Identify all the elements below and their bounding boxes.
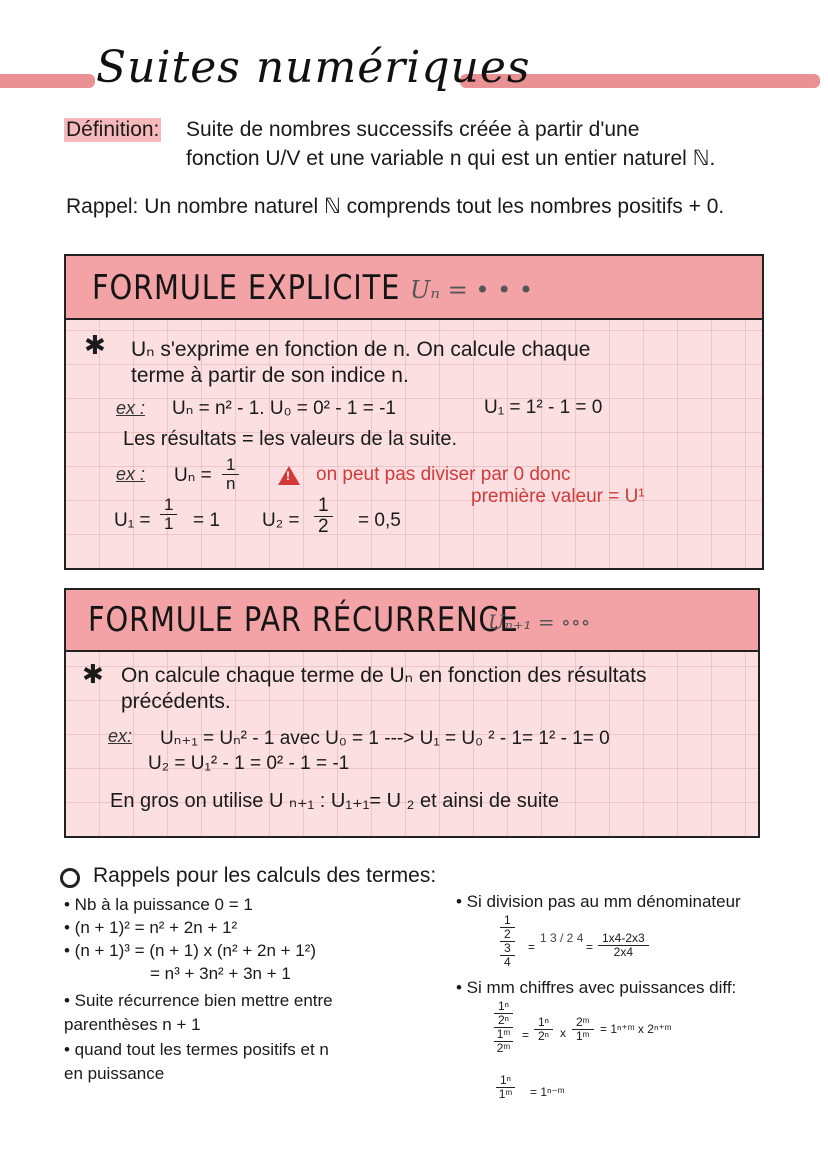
pf-4: 2ᵐ: [496, 1040, 511, 1055]
rappels-circle-icon: [60, 868, 80, 888]
recurrence-ex-line-1: Uₙ₊₁ = Uₙ² - 1 avec U₀ = 1 ---> U₁ = U₀ ² - 1= 1² - 1= 0: [160, 728, 610, 749]
explicite-ex1-label: ex :: [116, 398, 146, 418]
rappels-heading: Rappels pour les calculs des termes:: [93, 864, 437, 887]
explicite-u1-label: U₁ =: [114, 510, 151, 531]
rappel-text: Rappel: Un nombre naturel ℕ comprends tout les nombres positifs + 0.: [66, 195, 725, 218]
powers-stacked-fraction: [494, 1000, 513, 1055]
times-sign: x: [560, 1026, 566, 1040]
recurrence-ex-label: ex:: [108, 726, 133, 746]
pm2-den: 1ᵐ: [576, 1028, 590, 1043]
powers-result-2: = 1ⁿ⁻ᵐ: [530, 1085, 565, 1099]
pm1-den: 2ⁿ: [538, 1028, 550, 1043]
result-numerator: 1x4-2x3: [598, 932, 649, 946]
explicite-bullet-icon: ✱: [84, 330, 106, 360]
definition-line-1: Suite de nombres successifs créée à partir d'une: [186, 118, 640, 141]
pm1-num: 1ⁿ: [534, 1016, 553, 1030]
explicite-ex2-un: Uₙ =: [174, 465, 212, 486]
recurrence-line-2: précédents.: [121, 690, 231, 713]
powers-mid-fraction-2: [572, 1016, 594, 1043]
rappels-right-division: • Si division pas au mm dénominateur: [456, 892, 741, 911]
rappels-left-4: = n³ + 3n² + 3n + 1: [150, 964, 291, 983]
explicite-ex2-fraction: [222, 456, 239, 494]
fraction-denominator: n: [226, 473, 236, 493]
explicite-u1-result: = 1: [193, 510, 220, 531]
warning-icon: [278, 466, 300, 488]
explicite-u2-fraction: [314, 496, 333, 538]
explicite-subtitle: Uₙ = • • •: [410, 276, 534, 304]
explicite-warning-1: on peut pas diviser par 0 donc: [316, 464, 571, 485]
equals-sign-2: =: [586, 940, 594, 954]
rappels-left-7: • quand tout les termes positifs et n: [64, 1040, 329, 1059]
recurrence-title: FORMULE PAR RÉCURRENCE: [88, 600, 519, 640]
powers-fraction-2: [496, 1074, 515, 1101]
explicite-ex1-u1: U₁ = 1² - 1 = 0: [484, 397, 603, 418]
recurrence-ex-line-2: U₂ = U₁² - 1 = 0² - 1 = -1: [148, 753, 350, 774]
recurrence-line-1: On calcule chaque terme de Uₙ en fonction des résultats: [121, 664, 647, 687]
pf-3: 1ᵐ: [494, 1028, 513, 1042]
f-num-1: 1: [500, 914, 515, 928]
powers-mid-fraction-1: [534, 1016, 553, 1043]
f-num-2: 3: [500, 942, 515, 956]
fraction-denominator: 2: [318, 515, 329, 537]
recurrence-subtitle: Uₙ₊₁ = ∘∘∘: [488, 610, 591, 634]
f-den-2: 4: [504, 954, 511, 969]
explicite-u2-result: = 0,5: [358, 510, 401, 531]
f-den-1: 2: [500, 928, 515, 942]
recurrence-en-gros: En gros on utilise U ₙ₊₁ : U₁₊₁= U ₂ et ainsi de suite: [110, 790, 559, 812]
fraction-denominator: 1: [164, 513, 174, 533]
explicite-ex2-label: ex :: [116, 464, 146, 484]
explicite-line-1: Uₙ s'exprime en fonction de n. On calcule chaque: [131, 338, 591, 361]
explicite-header: [66, 256, 762, 320]
explicite-ex1-formula: Uₙ = n² - 1. U₀ = 0² - 1 = -1: [172, 398, 397, 419]
division-cross-mult: 1 3 / 2 4: [540, 931, 584, 945]
rappels-left-5: • Suite récurrence bien mettre entre: [64, 991, 333, 1010]
explicite-title: FORMULE EXPLICITE: [92, 268, 401, 308]
pm2-num: 2ᵐ: [572, 1016, 594, 1030]
division-result-fraction: [598, 932, 649, 959]
recurrence-bullet-icon: ✱: [82, 659, 104, 689]
page-title: Suites numériques: [96, 42, 531, 93]
pf-1: 1ⁿ: [494, 1000, 513, 1014]
explicite-resultats: Les résultats = les valeurs de la suite.: [123, 428, 458, 450]
p2-den: 1ᵐ: [498, 1086, 513, 1101]
p2-num: 1ⁿ: [496, 1074, 515, 1088]
division-stacked-fraction: [500, 914, 515, 969]
definition-line-2: fonction U/V et une variable n qui est un entier naturel ℕ.: [186, 147, 716, 170]
fraction-numerator: 1: [222, 456, 239, 475]
fraction-numerator: 1: [314, 496, 333, 517]
rappels-left-1: • Nb à la puissance 0 = 1: [64, 895, 253, 914]
explicite-warning-2: première valeur = U¹: [471, 486, 645, 507]
pf-2: 2ⁿ: [494, 1014, 513, 1028]
powers-result: = 1ⁿ⁺ᵐ x 2ⁿ⁺ᵐ: [600, 1022, 672, 1036]
explicite-u1-fraction: [160, 496, 177, 534]
rappels-right-powers: • Si mm chiffres avec puissances diff:: [456, 978, 737, 997]
title-highlight-left: [0, 74, 95, 88]
definition-label: Définition:: [66, 118, 160, 141]
rappels-left-3: • (n + 1)³ = (n + 1) x (n² + 2n + 1²): [64, 941, 317, 960]
explicite-u2-label: U₂ =: [262, 510, 300, 531]
equals-sign: =: [528, 940, 536, 954]
rappels-left-2: • (n + 1)² = n² + 2n + 1²: [64, 918, 238, 937]
equals-sign-3: =: [522, 1028, 530, 1042]
rappels-left-8: en puissance: [64, 1064, 165, 1083]
fraction-numerator: 1: [160, 496, 177, 515]
result-denominator: 2x4: [613, 944, 634, 959]
rappels-left-6: parenthèses n + 1: [64, 1015, 201, 1034]
explicite-line-2: terme à partir de son indice n.: [131, 364, 409, 387]
recurrence-header: [66, 590, 758, 652]
